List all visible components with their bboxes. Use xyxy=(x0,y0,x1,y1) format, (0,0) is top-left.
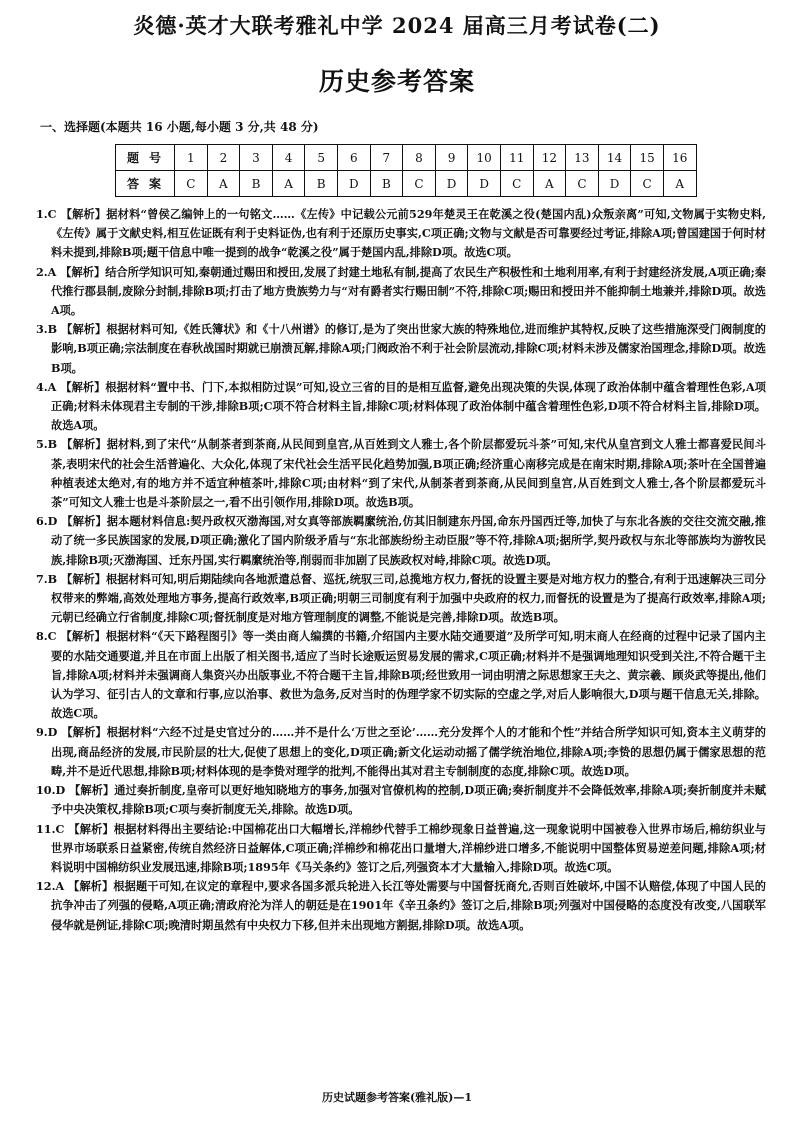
item-text: 根据材料可知,明后期陆续向各地派遣总督、巡抚,统驭三司,总揽地方权力,督抚的设置主要是对地方权力的整合,有利于迅速解决三司分权带来的弊端,高效处理地方事务,提高行政效率,B项正确;明朝三司制度有利于加强中央政府的权力,而督抚的设置是为了提高行政效率,排除A项;元朝已经确立行省制度,排除C项;督抚制度是对地方管理制度的调整,不能说是完善,排除D项。故选B项。 xyxy=(51,571,766,625)
item-text: 根据题干可知,在议定的章程中,要求各国多派兵轮进入长江等处需要与中国督抚商允,否则百姓破坏,中国不认赔偿,体现了中国人民的抗争冲击了列强的侵略,A项正确;清政府沦为洋人的朝廷是在1901年《辛丑条约》签订之后,排除B项;列强对中国侵略的态度没有改变,八国联军侵华就是例证,排除C项;晚清时期虽然有中央权力下移,但并未出现地方割据,排除D项。故选A项。 xyxy=(51,879,766,932)
answer-cell: D xyxy=(598,171,631,197)
answer-cell: C xyxy=(500,171,533,197)
item-number: 5.B xyxy=(36,437,58,452)
explanations xyxy=(36,205,766,935)
question-number: 6 xyxy=(337,145,370,171)
item-tag: 【解析】 xyxy=(61,514,107,529)
question-number: 14 xyxy=(598,145,631,171)
answer-cell: A xyxy=(207,171,240,197)
answer-row xyxy=(116,171,697,197)
page-subtitle: 历史参考答案 xyxy=(318,67,475,96)
item-tag: 【解析】 xyxy=(61,322,107,337)
item-tag: 【解析】 xyxy=(61,437,107,452)
question-number: 16 xyxy=(663,145,696,171)
explanation-item xyxy=(36,263,766,321)
item-tag: 【解析】 xyxy=(60,379,106,394)
item-text: 根据材料“《天下路程图引》等一类由商人编撰的书籍,介绍国内主要水陆交通要道”及所学可知,明末商人在经商的过程中记录了国内主要的水陆交通要道,并且在市面上出版了相关图书,适应了当时长途贩运贸易发展的需求,C项正确;材料并不是强调地理知识受到关注,不符合题干主旨,排除A项;材料并未强调商人集资兴办出版事业,不符合题干主旨,排除B项;经世致用一词由明清之际思想家王夫之、黄宗羲、顾炎武等提出,他们认为学习、征引古人的文章和行事,应以治事、救世为急务,反对当时的伪理学家不切实际的空虚之学,对后人影响很大,D项与题干信息无关,排除。故选C项。 xyxy=(51,629,766,721)
answer-table xyxy=(115,144,697,197)
explanation-item xyxy=(36,205,766,263)
question-number: 5 xyxy=(305,145,338,171)
question-number: 11 xyxy=(500,145,533,171)
explanation-item xyxy=(36,781,766,819)
question-number: 15 xyxy=(631,145,664,171)
question-number: 4 xyxy=(272,145,305,171)
item-tag: 【解析】 xyxy=(61,725,107,740)
item-text: 根据材料得出主要结论:中国棉花出口大幅增长,洋棉纱代替手工棉纱现象日益普遍,这一现象说明中国被卷入世界市场后,棉纺织业与世界市场联系日益紧密,传统自然经济日益解体,C项正确;洋棉纱和棉花出口量增大,洋棉纱进口增多,不能说明中国整体贸易逆差问题,排除A项;材料说明中国棉纺织业发展迅速,排除B项;1895年《马关条约》签订之后,列强资本才大量输入,排除D项。故选C项。 xyxy=(51,821,766,874)
question-number: 1 xyxy=(175,145,208,171)
explanation-item xyxy=(36,320,766,378)
title-brand: 炎德·英才大联考 xyxy=(133,13,296,38)
question-number: 13 xyxy=(566,145,599,171)
question-number-row xyxy=(116,145,697,171)
question-number: 9 xyxy=(435,145,468,171)
item-text: 根据材料可知,《姓氏簿状》和《十八州谱》的修订,是为了突出世家大族的特殊地位,进而维护其特权,反映了这些措施深受门阀制度的影响,B项正确;宗法制度在春秋战国时期就已崩溃瓦解,排除A项;门阀政治不利于社会阶层流动,排除C项;材料未涉及儒家治国理念,排除D项。故选B项。 xyxy=(51,322,766,375)
item-tag: 【解析】 xyxy=(69,783,115,798)
question-number: 12 xyxy=(533,145,566,171)
item-tag: 【解析】 xyxy=(60,629,106,644)
answer-cell: D xyxy=(468,171,501,197)
explanation-item xyxy=(36,723,766,781)
item-number: 7.B xyxy=(36,571,58,586)
question-number: 8 xyxy=(403,145,436,171)
item-text: 结合所学知识可知,秦朝通过赐田和授田,发展了封建土地私有制,提高了农民生产积极性和土地利用率,有利于封建经济发展,A项正确;秦代推行郡县制,废除分封制,排除B项;打击了地方贵族势力与“对有爵者实行赐田制”不符,排除C项;赐田和授田并不能抑制土地兼并,排除D项。故选A项。 xyxy=(51,264,766,318)
explanation-item xyxy=(36,820,766,878)
item-number: 4.A xyxy=(36,379,57,394)
item-text: 据本题材料信息:契丹政权灭渤海国,对女真等部族羁縻统治,仿其旧制建东丹国,命东丹国西迁等,加快了与东北各族的交往交流交融,推动了统一多民族国家的发展,D项正确;激化了国内阶级矛盾与“东北部族纷纷主动臣服”等不符,排除A项;据所学,契丹政权与东北等部族均为游牧民族,排除B项;灭渤海国、迁东丹国,实行羁縻统治等,削弱而非加剧了民族政权对峙,排除C项。故选D项。 xyxy=(51,514,766,567)
explanation-item xyxy=(36,627,766,723)
item-number: 3.B xyxy=(36,322,58,337)
item-tag: 【解析】 xyxy=(68,879,114,894)
item-tag: 【解析】 xyxy=(60,264,106,279)
answer-cell: C xyxy=(631,171,664,197)
answer-cell: B xyxy=(305,171,338,197)
row-label-answer: 答案 xyxy=(116,171,175,197)
item-text: 根据材料“置中书、门下,本拟相防过误”可知,设立三省的目的是相互监督,避免出现决策的失误,体现了政治体制中蕴含着理性色彩,A项正确;材料未体现君主专制的干涉,排除B项;C项不符合材料主旨,排除C项;材料体现了政治体制中蕴含着理性色彩,D项不符合材料主旨,排除D项。故选A项。 xyxy=(51,379,766,433)
section-heading: 一、选择题(本题共 16 小题,每小题 3 分,共 48 分) xyxy=(40,120,319,134)
item-text: 通过奏折制度,皇帝可以更好地知晓地方的事务,加强对官僚机构的控制,D项正确;奏折制度并不会降低效率,排除A项;奏折制度并未赋予中央决策权,排除B项;C项与奏折制度无关,排除。故选D项。 xyxy=(51,783,766,817)
answer-cell: A xyxy=(663,171,696,197)
explanation-item xyxy=(36,877,766,935)
question-number: 3 xyxy=(240,145,273,171)
item-text: 据材料“曾侯乙编钟上的一句铭文……《左传》中记载公元前529年楚灵王在乾溪之役(楚国内乱)众叛亲离”可知,文物属于实物史料,《左传》属于文献史料,相互佐证既有利于史料证伪,也有利于还原历史事实,C项正确;文物与文献是否可靠要经过考证,排除A项;曾国建国于何时材料未提到,排除B项;题干信息中唯一提到的战争“乾溪之役”属于楚国内乱,排除D项。故选C项。 xyxy=(51,207,766,260)
item-text: 据材料,到了宋代“从制茶者到茶商,从民间到皇宫,从百姓到文人雅士,各个阶层都爱玩斗茶”可知,宋代从皇宫到文人雅士都喜爱民间斗茶,表明宋代的社会生活普遍化、大众化,体现了宋代社会生活平民化趋势加强,B项正确;经济重心南移完成是在南宋时期,排除A项;茶叶在全国普遍种植表述太绝对,有的地方并不适宜种植茶叶,排除C项;由材料“到了宋代,从制茶者到茶商,从民间到皇宫,从百姓到文人雅士,各个阶层都爱玩斗茶”可知文人雅士也是斗茶阶层之一,看不出引领作用,排除D项。故选B项。 xyxy=(51,437,766,510)
answer-cell: C xyxy=(403,171,436,197)
page-title xyxy=(0,10,794,40)
row-label-number: 题号 xyxy=(116,145,175,171)
explanation-item xyxy=(36,512,766,570)
item-tag: 【解析】 xyxy=(60,207,107,221)
explanation-item xyxy=(36,570,766,628)
explanation-item xyxy=(36,378,766,436)
item-number: 1.C xyxy=(36,207,57,221)
answer-cell: A xyxy=(533,171,566,197)
item-number: 9.D xyxy=(36,725,58,740)
question-number: 10 xyxy=(468,145,501,171)
item-tag: 【解析】 xyxy=(68,821,114,836)
item-number: 11.C xyxy=(36,821,65,836)
answer-cell: C xyxy=(175,171,208,197)
item-number: 10.D xyxy=(36,783,66,798)
question-number: 7 xyxy=(370,145,403,171)
explanation-item xyxy=(36,435,766,512)
item-number: 6.D xyxy=(36,514,58,529)
title-rest: 雅礼中学 2024 届高三月考试卷(二) xyxy=(295,13,661,38)
question-number: 2 xyxy=(207,145,240,171)
answer-cell: D xyxy=(337,171,370,197)
item-number: 2.A xyxy=(36,264,57,279)
page-footer: 历史试题参考答案(雅礼版)—1 xyxy=(321,1091,473,1104)
answer-cell: B xyxy=(240,171,273,197)
item-number: 8.C xyxy=(36,629,57,644)
item-text: 根据材料“六经不过是史官过分的……并不是什么‘万世之至论’……充分发挥个人的才能和个性”并结合所学知识可知,资本主义萌芽的出现,商品经济的发展,市民阶层的壮大,促使了思想上的变化,D项正确;新文化运动动摇了儒学统治地位,排除A项;李贽的思想仍属于儒家思想的范畴,并不是近代思想,排除B项;材料体现的是李贽对理学的批判,不能得出其对君主专制制度的态度,排除C项。故选D项。 xyxy=(51,725,766,778)
answer-cell: D xyxy=(435,171,468,197)
answer-cell: B xyxy=(370,171,403,197)
answer-cell: C xyxy=(566,171,599,197)
answer-cell: A xyxy=(272,171,305,197)
item-number: 12.A xyxy=(36,879,65,894)
item-tag: 【解析】 xyxy=(61,571,107,586)
